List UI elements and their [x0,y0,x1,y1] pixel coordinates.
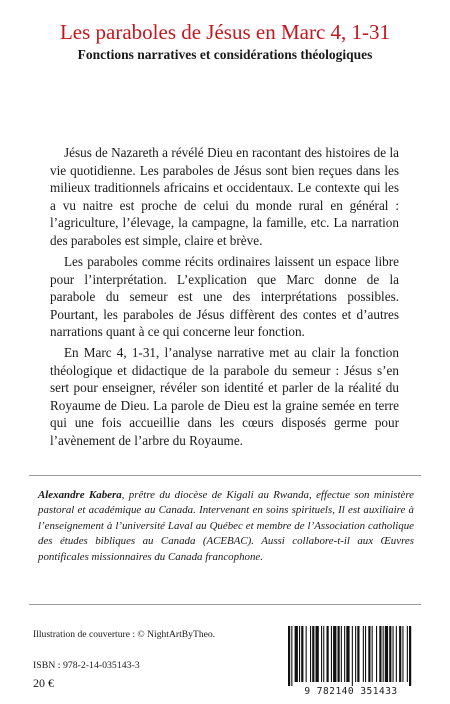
synopsis-paragraph: Les paraboles comme récits ordinaires laissent un espace libre pour l’interprétation. L’explication que Marc donne de la parabole du semeur est une des interprétations possibles. Pourtant, les paraboles de Jésus diffèrent des contes et d’autres narrations quant à ce qui concerne leur fonction. [50,254,399,340]
barcode-digits: 9 782140 351433 [304,686,398,697]
barcode-bars [280,624,422,686]
book-title: Les paraboles de Jésus en Marc 4, 1-31 [59,20,391,44]
divider-top [29,475,421,476]
synopsis-paragraph: Jésus de Nazareth a révélé Dieu en racontant des histoires de la vie quotidienne. Les paraboles de Jésus sont bien reçues dans les milieux traditionnels africains et occidentaux. Le contexte qui les a vu naitre est proche de celui du monde rural en général : l’agriculture, l’élevage, la campagne, la famille, etc. La narration des paraboles est simple, claire et brève. [50,145,399,248]
price: 20 € [33,676,54,690]
isbn: ISBN : 978-2-14-035143-3 [33,660,140,671]
author-name: Alexandre Kabera [38,489,122,501]
barcode [280,624,422,702]
cover-illustration-credit: Illustration de couverture : © NightArtByTheo. [33,629,216,640]
synopsis-paragraph: En Marc 4, 1-31, l’analyse narrative met au clair la fonction théologique et didactique de la parabole du semeur : Jésus s’en sert pour enseigner, révéler son identité et parler de la réalité du Royaume de Dieu. La parole de Dieu est la graine semée en terre qui une fois accueillie dans les cœurs disposés germe pour l’avènement de l’arbre du Royaume. [50,345,399,448]
author-bio-text: , prêtre du diocèse de Kigali au Rwanda, effectue son ministère pastoral et académique au Canada. Intervenant en soins spirituels, Il est auxiliaire à l’enseignement à l’université Laval au Québec et membre de l’Association catholique des études bibliques au Canada (ACEBAC). Aussi collabore-t-il aux Œuvres pontificales missionnaires du Canada francophone. [38,489,414,563]
book-subtitle: Fonctions narratives et considérations théologiques [77,47,373,62]
author-bio [38,488,414,565]
divider-bottom [29,604,421,605]
